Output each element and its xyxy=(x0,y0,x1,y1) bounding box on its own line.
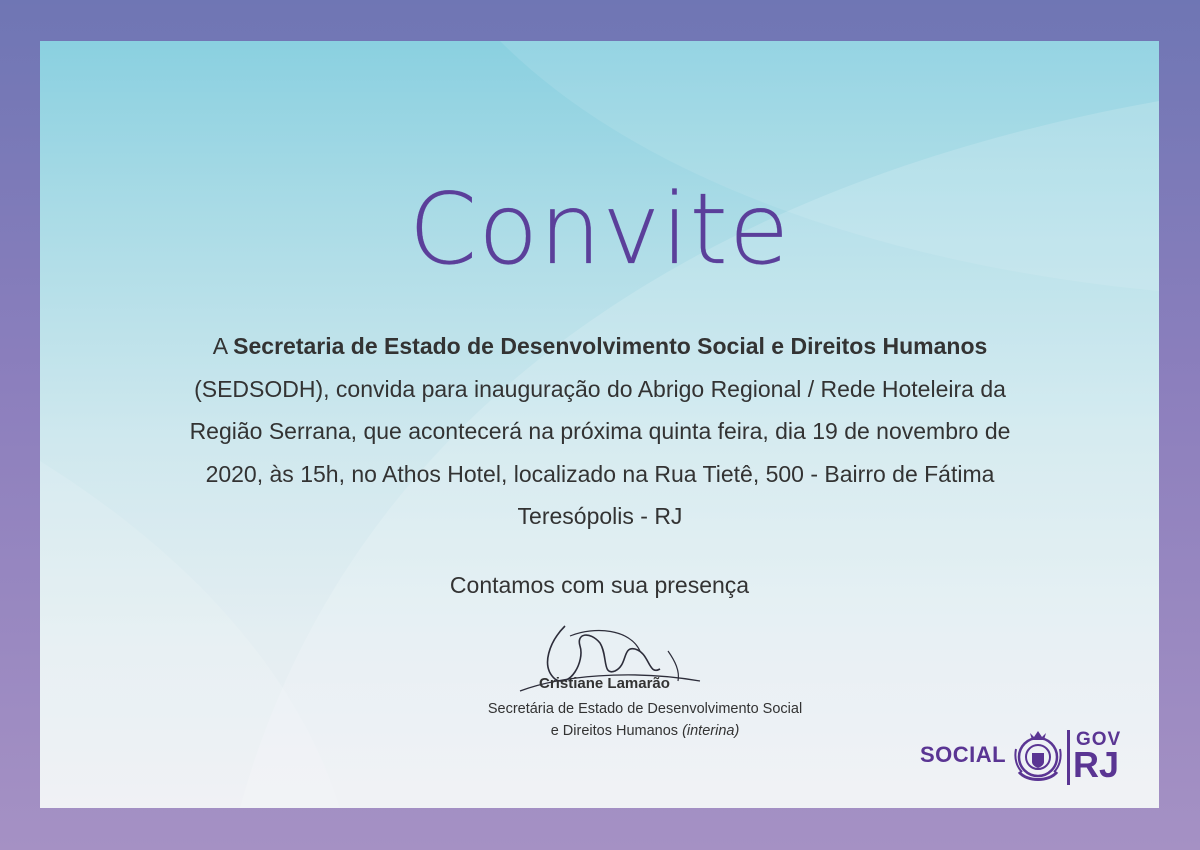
intro-prefix: A xyxy=(212,333,234,359)
logo-gov-text: GOV xyxy=(1076,729,1122,750)
invitation-title: Convite xyxy=(408,173,791,287)
body-line-1 xyxy=(140,325,1060,368)
invitation-card xyxy=(40,41,1159,808)
logo-social-text: SOCIAL xyxy=(920,742,1007,767)
signatory-name: Cristiane Lamarão xyxy=(539,675,670,692)
logo-rj-text: RJ xyxy=(1073,744,1120,785)
role-line-1: Secretária de Estado de Desenvolvimento Social xyxy=(487,701,803,717)
invitation-body xyxy=(140,325,1060,538)
signatory-role xyxy=(380,698,910,742)
logo-divider xyxy=(1067,730,1070,785)
role-line-2: e Direitos Humanos (interina) xyxy=(550,723,740,739)
closing-text: Contamos com sua presença xyxy=(449,572,750,598)
state-crest-icon xyxy=(1013,727,1063,789)
body-line-4: 2020, às 15h, no Athos Hotel, localizado na Rua Tietê, 500 - Bairro de Fátima xyxy=(205,460,995,487)
body-line-5: Teresópolis - RJ xyxy=(517,503,683,529)
body-line-3: Região Serrana, que acontecerá na próxima quinta feira, dia 19 de novembro de xyxy=(189,418,1011,444)
organization-name: Secretaria de Estado de Desenvolvimento Social e Direitos Humanos xyxy=(233,333,988,359)
role-note: (interina) xyxy=(682,723,740,739)
body-line-2: (SEDSODH), convida para inauguração do Abrigo Regional / Rede Hoteleira da xyxy=(194,375,1006,402)
